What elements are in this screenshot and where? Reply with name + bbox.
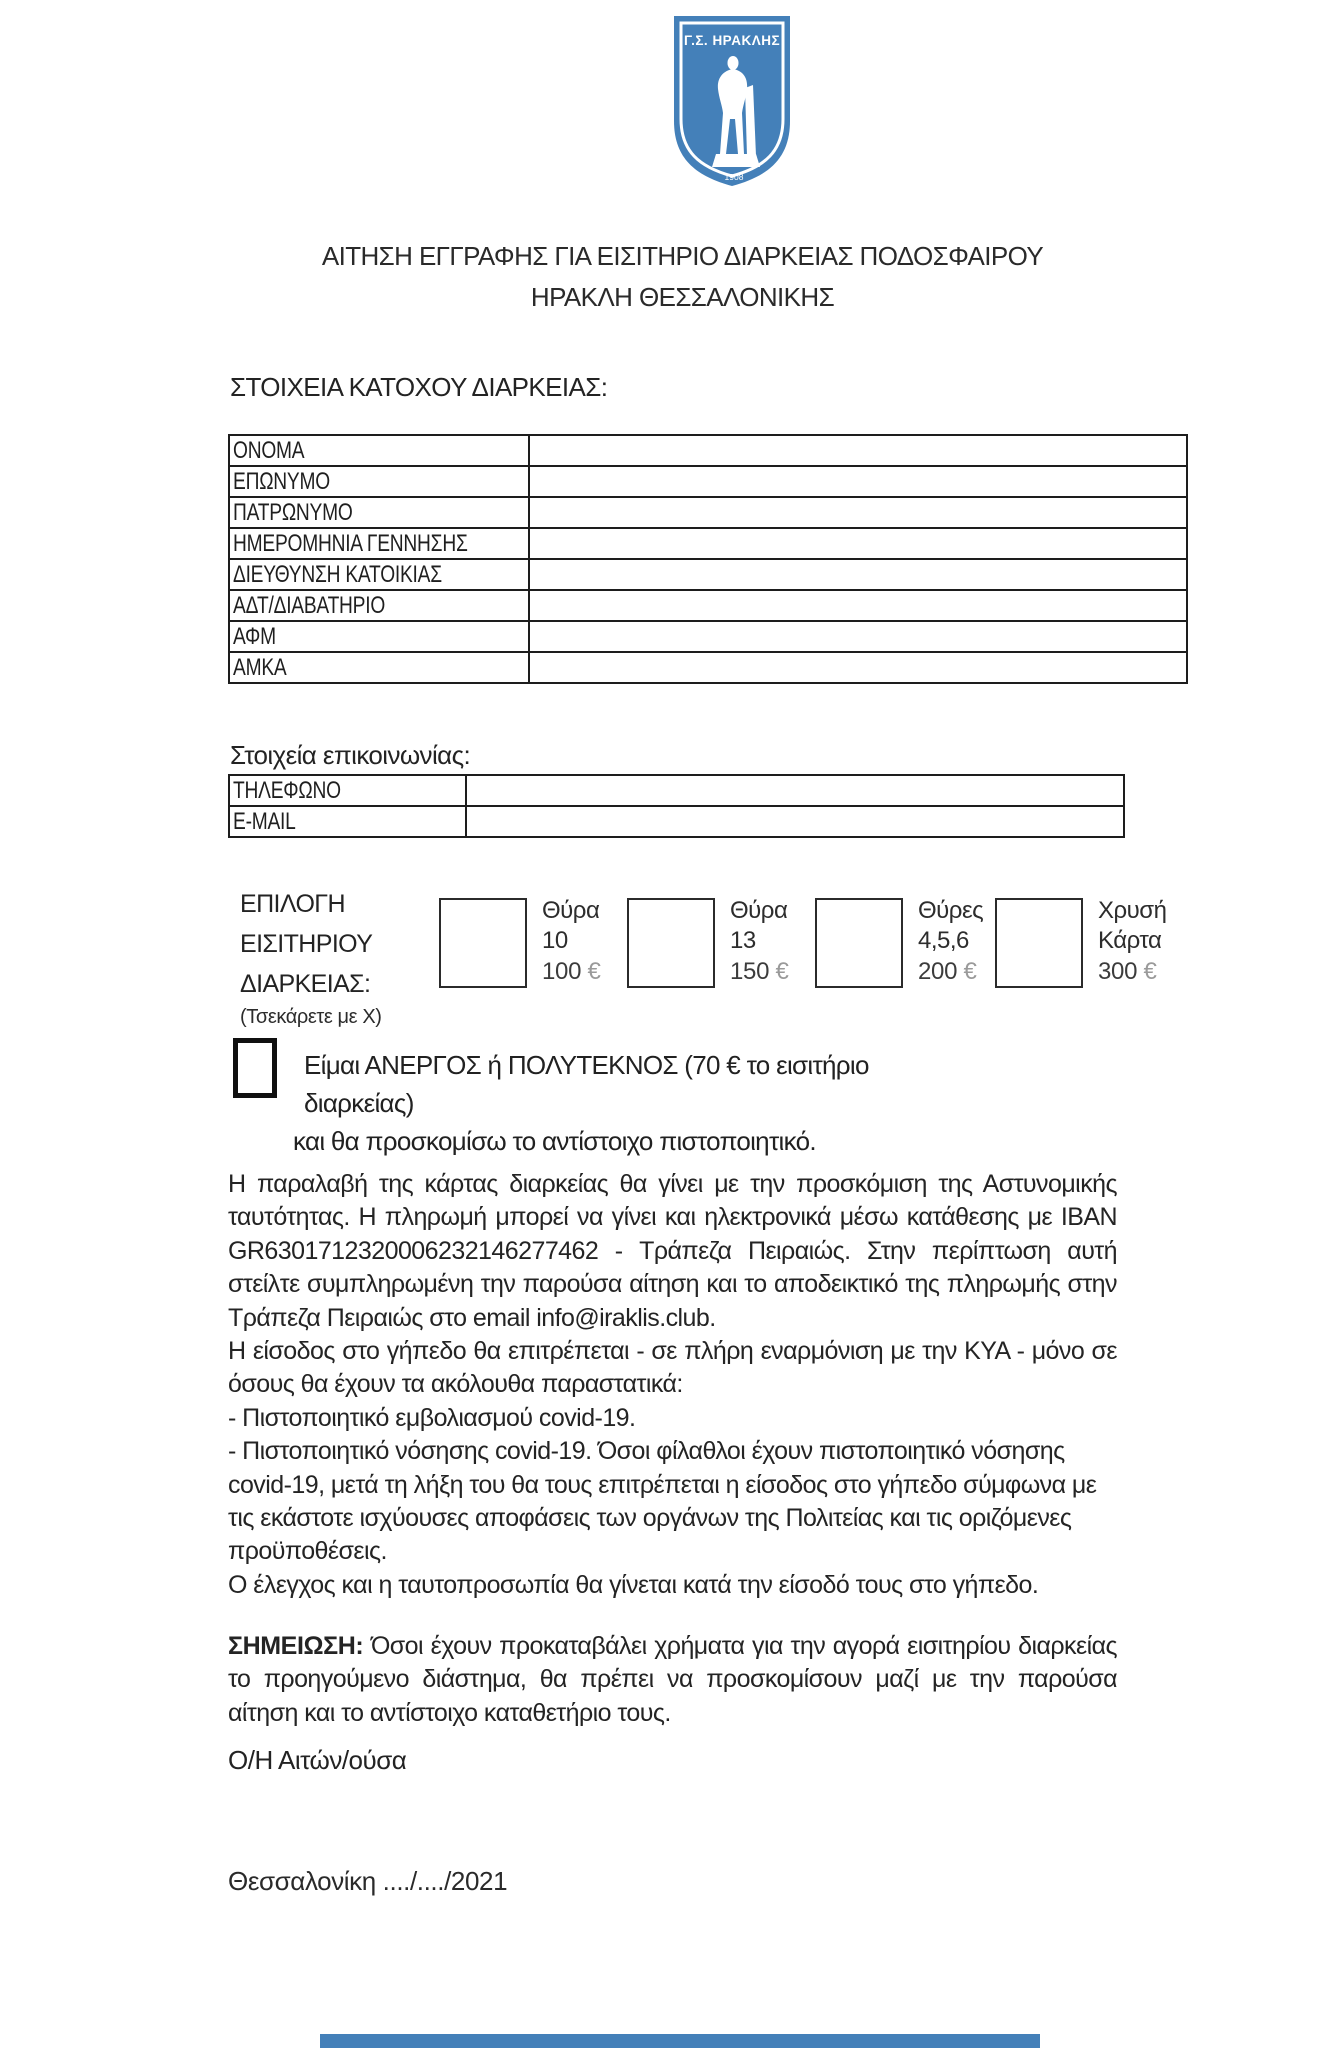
holder-section-heading: ΣΤΟΙΧΕΙΑ ΚΑΤΟΧΟΥ ΔΙΑΡΚΕΙΑΣ: bbox=[230, 372, 608, 402]
crest-year: 1908 bbox=[724, 172, 744, 182]
table-row bbox=[229, 652, 1187, 683]
note-text: Όσοι έχουν προκαταβάλει χρήματα για την αγορά εισιτηρίου διαρκείας το προηγούμενο διάστημα, θα πρέπει να προσκομίσουν μαζί με την παρούσα αίτηση και το αντίστοιχο καταθετήριο τους. bbox=[228, 1632, 1117, 1727]
option-name-line1: Χρυσή bbox=[1098, 897, 1167, 924]
option-name-line1: Θύρα bbox=[542, 897, 600, 924]
field-label-afm: ΑΦΜ bbox=[233, 622, 276, 650]
euro-sign: € bbox=[587, 958, 601, 985]
field-value-onoma[interactable] bbox=[529, 435, 1187, 466]
ticket-selection-heading bbox=[240, 884, 372, 1004]
option-name-line2: Κάρτα bbox=[1098, 927, 1162, 954]
ticket-option-gold-card bbox=[995, 898, 1225, 992]
crest-shield-icon bbox=[672, 14, 792, 190]
field-value-email[interactable] bbox=[466, 806, 1124, 837]
option-name-line2: 13 bbox=[730, 927, 756, 954]
place-date-line: Θεσσαλονίκη ..../..../2021 bbox=[228, 1866, 508, 1896]
euro-sign: € bbox=[775, 958, 789, 985]
crest-club-name: Γ.Σ. ΗΡΑΚΛΗΣ bbox=[683, 33, 781, 48]
field-value-eponymo[interactable] bbox=[529, 466, 1187, 497]
table-row bbox=[229, 497, 1187, 528]
field-label-address: ΔΙΕΥΘΥΝΣΗ ΚΑΤΟΙΚΙΑΣ bbox=[233, 560, 442, 588]
field-label-onoma: ΟΝΟΜΑ bbox=[233, 436, 305, 464]
option-price: 150 € bbox=[730, 958, 789, 985]
field-value-id-passport[interactable] bbox=[529, 590, 1187, 621]
holder-details-table bbox=[228, 434, 1188, 684]
paragraph-entry-rules: Η είσοδος στο γήπεδο θα επιτρέπεται - σε πλήρη εναρμόνιση με την ΚΥΑ - μόνο σε όσους θα έχουν τα ακόλουθα παραστατικά: bbox=[228, 1337, 1117, 1399]
option-price: 100 € bbox=[542, 958, 601, 985]
field-label-id-passport: ΑΔΤ/ΔΙΑΒΑΤΗΡΙΟ bbox=[233, 591, 386, 619]
field-label-patronymo: ΠΑΤΡΩΝΥΜΟ bbox=[233, 498, 353, 526]
table-row bbox=[229, 528, 1187, 559]
field-value-birthdate[interactable] bbox=[529, 528, 1187, 559]
ticket-checkbox-gate-13[interactable] bbox=[627, 898, 715, 988]
ticket-heading-line1: ΕΠΙΛΟΓΗ bbox=[240, 890, 345, 918]
table-row bbox=[229, 775, 1124, 806]
applicant-signature-label: Ο/Η Αιτών/ούσα bbox=[228, 1745, 407, 1775]
option-name-line2: 4,5,6 bbox=[918, 927, 969, 954]
field-label-birthdate: ΗΜΕΡΟΜΗΝΙΑ ΓΕΝΝΗΣΗΣ bbox=[233, 529, 468, 557]
note-paragraph bbox=[228, 1630, 1117, 1730]
bullet-recovery-cert: - Πιστοποιητικό νόσησης covid-19. Όσοι φίλαθλοι έχουν πιστοποιητικό νόσησης covid-19, μετά τη λήξη του θα τους επιτρέπεται η είσοδος στο γήπεδο σύμφωνα με τις εκάστοτε ισχύουσες αποφάσεις των οργάνων της Πολιτείας και τις οριζόμενες προϋποθέσεις. bbox=[228, 1437, 1097, 1566]
field-value-afm[interactable] bbox=[529, 621, 1187, 652]
ticket-checkbox-gates-456[interactable] bbox=[815, 898, 903, 988]
terms-text bbox=[228, 1168, 1117, 1602]
option-price: 200 € bbox=[918, 958, 977, 985]
discount-statement bbox=[293, 1046, 973, 1160]
ticket-checkbox-gold-card[interactable] bbox=[995, 898, 1083, 988]
ticket-checkbox-gate-10[interactable] bbox=[439, 898, 527, 988]
euro-sign: € bbox=[1143, 958, 1157, 985]
contact-details-table bbox=[228, 774, 1125, 838]
table-row bbox=[229, 621, 1187, 652]
table-row bbox=[229, 466, 1187, 497]
ticket-heading-line3: ΔΙΑΡΚΕΙΑΣ: bbox=[240, 970, 371, 998]
page-title-line1: ΑΙΤΗΣΗ ΕΓΓΡΑΦΗΣ ΓΙΑ ΕΙΣΙΤΗΡΙΟ ΔΙΑΡΚΕΙΑΣ ΠΟΔΟΣΦΑΙΡΟΥ bbox=[321, 241, 1044, 271]
field-value-phone[interactable] bbox=[466, 775, 1124, 806]
field-label-email: E-MAIL bbox=[233, 807, 296, 835]
page-title-line2: ΗΡΑΚΛΗ ΘΕΣΣΑΛΟΝΙΚΗΣ bbox=[530, 282, 835, 312]
field-value-amka[interactable] bbox=[529, 652, 1187, 683]
field-value-address[interactable] bbox=[529, 559, 1187, 590]
discount-checkbox[interactable] bbox=[233, 1038, 277, 1098]
euro-sign: € bbox=[963, 958, 977, 985]
paragraph-pickup-payment: Η παραλαβή της κάρτας διαρκείας θα γίνει με την προσκόμιση της Αστυνομικής ταυτότητας. Η πληρωμή μπορεί να γίνει και ηλεκτρονικά μέσω κατάθεσης με IBAN GR6301712320006232146277462 - Τράπεζα Πειραιώς. Στην περίπτωση αυτή στείλτε συμπληρωμένη την παρούσα αίτηση και το αποδεικτικό της πληρωμής στην Τράπεζα Πειραιώς στο email info@iraklis.club. bbox=[228, 1170, 1117, 1332]
table-row bbox=[229, 806, 1124, 837]
option-price: 300 € bbox=[1098, 958, 1157, 985]
field-label-phone: ΤΗΛΕΦΩΝΟ bbox=[233, 776, 341, 804]
contact-section-heading: Στοιχεία επικοινωνίας: bbox=[230, 740, 471, 770]
page-title bbox=[238, 236, 1127, 318]
footer-accent-bar bbox=[320, 2034, 1040, 2048]
table-row bbox=[229, 590, 1187, 621]
field-label-eponymo: ΕΠΩΝΥΜΟ bbox=[233, 467, 330, 495]
field-value-patronymo[interactable] bbox=[529, 497, 1187, 528]
bullet-vaccination-cert: - Πιστοποιητικό εμβολιασμού covid-19. bbox=[228, 1403, 636, 1432]
table-row bbox=[229, 435, 1187, 466]
table-row bbox=[229, 559, 1187, 590]
iraklis-club-crest bbox=[672, 14, 792, 190]
field-label-amka: ΑΜΚΑ bbox=[233, 653, 287, 681]
note-label: ΣΗΜΕΙΩΣΗ: bbox=[228, 1632, 364, 1660]
discount-statement-line2: και θα προσκομίσω το αντίστοιχο πιστοποιητικό. bbox=[293, 1126, 816, 1156]
option-name-line1: Θύρες bbox=[918, 897, 984, 924]
discount-statement-line1: Είμαι ΑΝΕΡΓΟΣ ή ΠΟΛΥΤΕΚΝΟΣ (70 € το εισιτήριο διαρκείας) bbox=[304, 1050, 869, 1118]
ticket-selection-hint: (Τσεκάρετε με Χ) bbox=[240, 1006, 382, 1028]
paragraph-identity-check: Ο έλεγχος και η ταυτοπροσωπία θα γίνεται κατά την είσοδό τους στο γήπεδο. bbox=[228, 1570, 1039, 1599]
option-name-line1: Θύρα bbox=[730, 897, 788, 924]
ticket-heading-line2: ΕΙΣΙΤΗΡΙΟΥ bbox=[240, 930, 373, 958]
option-name-line2: 10 bbox=[542, 927, 568, 954]
